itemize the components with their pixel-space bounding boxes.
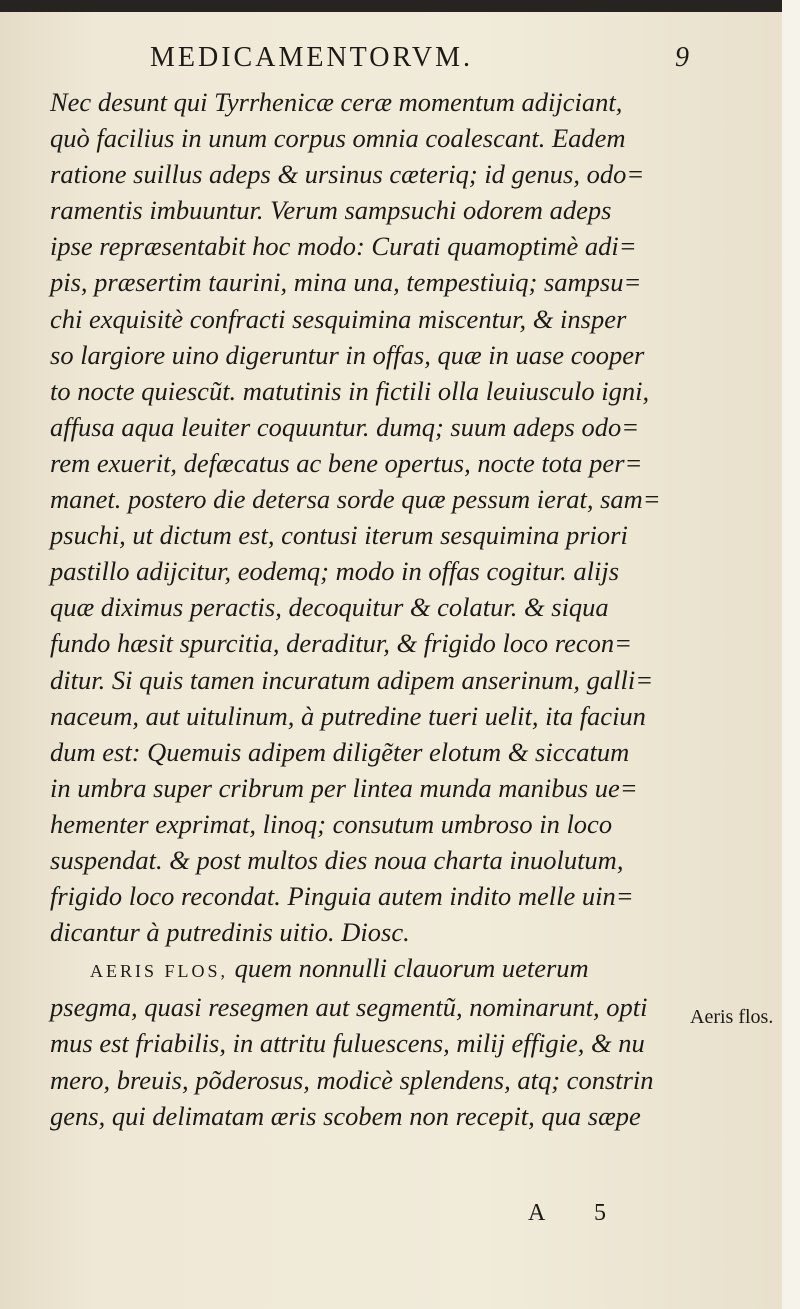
entry-line: mero, breuis, põderosus, modicè splendens, atq; constrin (50, 1064, 654, 1095)
text-line: ipse repræsentabit hoc modo: Curati quamoptimè adi= (50, 231, 637, 262)
text-line: dum est: Quemuis adipem diligẽter elotum & siccatum (50, 736, 630, 767)
body-text (50, 84, 690, 1134)
running-header: MEDICAMENTORVM. (150, 42, 474, 73)
entry-line: mus est friabilis, in attritu fuluescens, milij effigie, & nu (50, 1028, 645, 1059)
text-line: pastillo adijcitur, eodemq; modo in offas cogitur. alijs (50, 556, 620, 587)
text-line: hementer exprimat, linoq; consutum umbroso in loco (50, 808, 613, 839)
text-line: pis, præsertim taurini, mina una, tempestiuiq; sampsu= (50, 267, 642, 298)
text-line: quò facilius in unum corpus omnia coalescant. Eadem (50, 123, 626, 154)
text-line: suspendat. & post multos dies noua charta inuolutum, (50, 844, 624, 875)
text-line: chi exquisitè confracti sesquimina miscentur, & insper (50, 303, 627, 334)
text-line: rem exuerit, defæcatus ac bene opertus, nocte tota per= (50, 447, 643, 478)
text-line: ditur. Si quis tamen incuratum adipem anserinum, galli= (50, 664, 654, 695)
signature-mark: A 5 (528, 1200, 629, 1226)
text-line: fundo hæsit spurcitia, deraditur, & frigido loco recon= (50, 628, 632, 659)
entry-line: psegma, quasi resegmen aut segmentũ, nominarunt, opti (50, 992, 648, 1023)
text-line: manet. postero die detersa sorde quæ pessum ierat, sam= (50, 484, 661, 515)
text-line: so largiore uino digeruntur in offas, quæ in uase cooper (50, 339, 645, 370)
text-line: dicantur à putredinis uitio. Diosc. (50, 917, 410, 948)
entry-first-line-text: quem nonnulli clauorum ueterum (234, 953, 589, 984)
page-number: 9 (675, 42, 689, 73)
text-line: affusa aqua leuiter coquuntur. dumq; suum adeps odo= (50, 411, 640, 442)
text-line: in umbra super cribrum per lintea munda manibus ue= (50, 772, 638, 803)
text-line: ratione suillus adeps & ursinus cæteriq; id genus, odo= (50, 159, 645, 190)
entry-first-line (50, 950, 690, 989)
text-line: naceum, aut uitulinum, à putredine tueri uelit, ita faciun (50, 700, 646, 731)
text-line: ramentis imbuuntur. Verum sampsuchi odorem adeps (50, 195, 612, 226)
text-line: to nocte quiescũt. matutinis in fictili olla leuiusculo igni, (50, 375, 650, 406)
entry-line: gens, qui delimatam æris scobem non recepit, qua sæpe (50, 1100, 641, 1131)
text-line: quæ diximus peractis, decoquitur & colatur. & siqua (50, 592, 609, 623)
entry-lemma: AERIS FLOS, (90, 961, 229, 982)
scan-edge-top (0, 0, 782, 12)
text-line: psuchi, ut dictum est, contusi iterum sesquimina priori (50, 520, 628, 551)
margin-note: Aeris flos. (690, 1006, 774, 1028)
scan-edge-right (782, 0, 800, 1309)
text-line: frigido loco recondat. Pinguia autem indito melle uin= (50, 881, 634, 912)
text-line: Nec desunt qui Tyrrhenicæ ceræ momentum adijciant, (50, 87, 623, 117)
